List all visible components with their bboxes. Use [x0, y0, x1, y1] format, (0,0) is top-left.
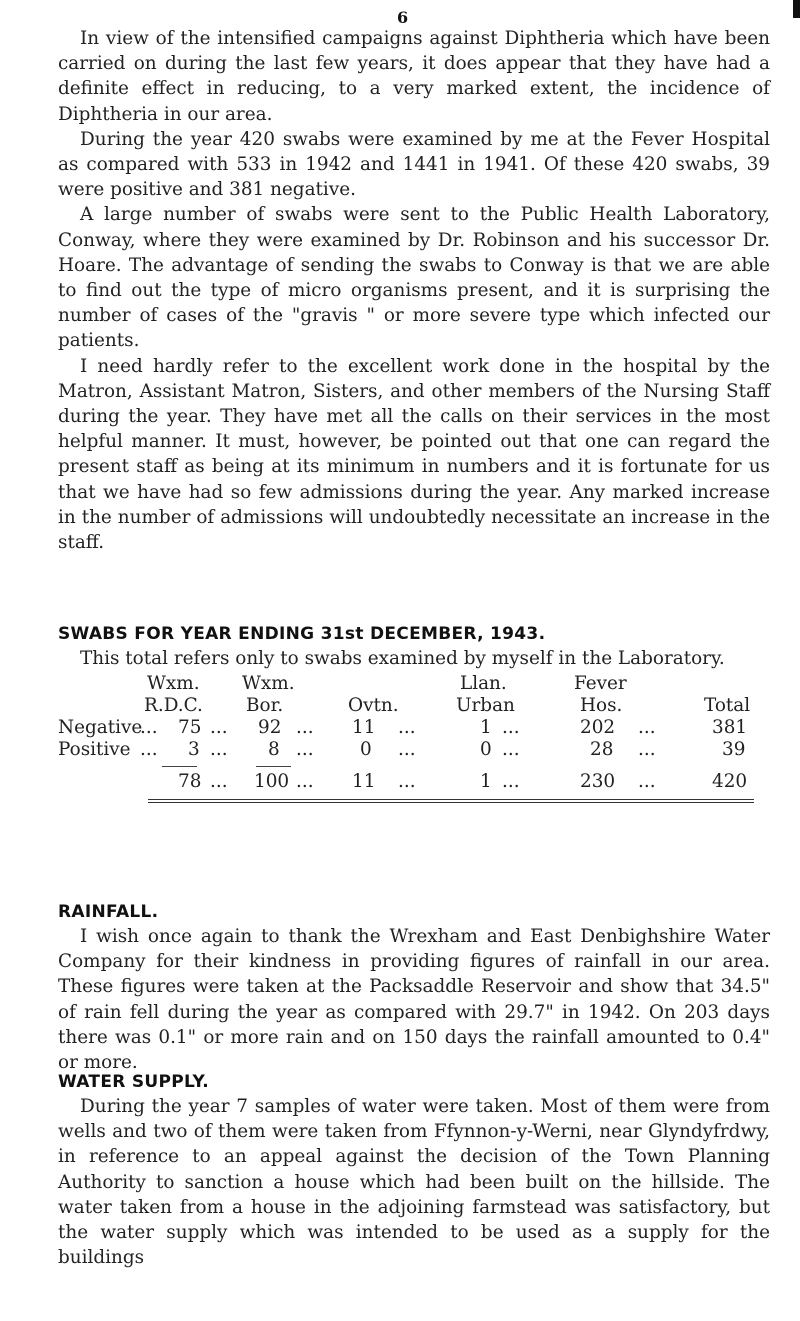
col-header-fever-2: Hos. [580, 695, 623, 717]
water-supply-paragraph: During the year 7 samples of water were taken. Most of them were from wells and two of them were taken from Ffynnon-y-Werni, near Glyndyfrdwy, in reference to an appeal against the decision of the Town Planning Authority to sanction a house which had been built on the hillside. The water taken from a house in the adjoining farmstead was satisfactory, but the water supply which was intended to be used as a supply for the buildings [58, 1096, 770, 1269]
row-leader: ... [638, 739, 656, 761]
swabs-section [58, 624, 770, 791]
cell-positive-ovtn: 0 [360, 739, 372, 761]
row-leader: ... [140, 739, 158, 761]
rainfall-heading: RAINFALL. [58, 902, 159, 922]
row-leader: ... [296, 717, 314, 739]
swabs-heading: SWABS FOR YEAR ENDING 31st DECEMBER, 1943. [58, 624, 546, 644]
water-supply-section [58, 1072, 770, 1270]
cell-positive-fever: 28 [590, 739, 614, 761]
cell-positive-total: 39 [722, 739, 746, 761]
paragraph-nursing-staff: I need hardly refer to the excellent work done in the hospital by the Matron, Assistant Matron, Sisters, and other members of the Nursing Staff during the year. They have met all the calls on their services in the most helpful manner. It must, however, be pointed out that one can regard the present staff as being at its minimum in numbers and it is fortunate for us that we have had so few admissions during the year. Any marked increase in the number of admissions will undoubtedly necessitate an increase in the staff. [58, 355, 770, 554]
swabs-note: This total refers only to swabs examined by myself in the Laboratory. [80, 648, 725, 669]
cell-total-fever: 230 [580, 771, 616, 793]
row-leader: ... [502, 717, 520, 739]
page-number: 6 [397, 8, 409, 27]
col-header-llan-2: Urban [456, 695, 515, 717]
cell-total-llan: 1 [480, 771, 492, 793]
col-header-wxm-rdc-1: Wxm. [147, 673, 200, 695]
cell-negative-fever: 202 [580, 717, 616, 739]
row-leader: ... [398, 739, 416, 761]
col-header-wxm-rdc-2: R.D.C. [144, 695, 203, 717]
row-leader: ... [296, 739, 314, 761]
paragraph-public-health-lab: A large number of swabs were sent to the Public Health Laboratory, Conway, where they were examined by Dr. Robinson and his successor Dr. Hoare. The advantage of sending the swabs to Conway is that we are able to find out the type of micro organisms present, and it is surprising the number of cases of the "gravis " or more severe type which infected our patients. [58, 204, 770, 352]
cell-positive-llan: 0 [480, 739, 492, 761]
rainfall-section [58, 902, 770, 1075]
cell-negative-ovtn: 11 [352, 717, 376, 739]
row-leader: ... [140, 717, 158, 739]
intro-section [58, 26, 770, 555]
row-leader: ... [638, 717, 656, 739]
col-header-total: Total [704, 695, 751, 717]
total-double-rule-top [148, 799, 754, 800]
cell-total-total: 420 [712, 771, 748, 793]
cell-negative-llan: 1 [480, 717, 492, 739]
row-leader: ... [502, 771, 520, 793]
cell-total-wxm-rdc: 78 [178, 771, 202, 793]
col-header-ovtn: Ovtn. [348, 695, 399, 717]
subtotal-rule [162, 766, 197, 767]
row-leader: ... [398, 771, 416, 793]
row-leader: ... [210, 771, 228, 793]
cell-negative-wxm-bor: 92 [258, 717, 282, 739]
col-header-wxm-bor-1: Wxm. [242, 673, 295, 695]
cell-positive-wxm-bor: 8 [268, 739, 280, 761]
cell-negative-total: 381 [712, 717, 748, 739]
page-edge-mark [793, 0, 800, 18]
rainfall-paragraph: I wish once again to thank the Wrexham and East Denbighshire Water Company for their kindness in providing figures of rainfall in our area. These figures were taken at the Packsaddle Reservoir and show that 34.5" of rain fell during the year as compared with 29.7" in 1942. On 203 days there was 0.1" or more rain and on 150 days the rainfall amounted to 0.4" or more. [58, 926, 770, 1074]
row-leader: ... [210, 739, 228, 761]
row-label-negative: Negative [58, 717, 143, 739]
row-leader: ... [210, 717, 228, 739]
water-supply-heading: WATER SUPPLY. [58, 1072, 210, 1092]
row-leader: ... [296, 771, 314, 793]
paragraph-diphtheria-campaigns: In view of the intensified campaigns against Diphtheria which have been carried on during the last few years, it does appear that they have had a definite effect in reducing, to a very marked extent, the incidence of Diphtheria in our area. [58, 28, 770, 125]
subtotal-rule [256, 766, 291, 767]
row-leader: ... [398, 717, 416, 739]
row-leader: ... [502, 739, 520, 761]
paragraph-swabs-examined: During the year 420 swabs were examined by me at the Fever Hospital as compared with 533 in 1942 and 1441 in 1941. Of these 420 swabs, 39 were positive and 381 negative. [58, 128, 770, 201]
cell-negative-wxm-rdc: 75 [178, 717, 202, 739]
cell-total-ovtn: 11 [352, 771, 376, 793]
col-header-fever-1: Fever [574, 673, 627, 695]
row-leader: ... [638, 771, 656, 793]
total-double-rule-bottom [148, 802, 754, 803]
cell-total-wxm-bor: 100 [254, 771, 290, 793]
swabs-table [58, 673, 770, 793]
col-header-llan-1: Llan. [460, 673, 507, 695]
col-header-wxm-bor-2: Bor. [246, 695, 284, 717]
row-label-positive: Positive [58, 739, 131, 761]
cell-positive-wxm-rdc: 3 [188, 739, 200, 761]
